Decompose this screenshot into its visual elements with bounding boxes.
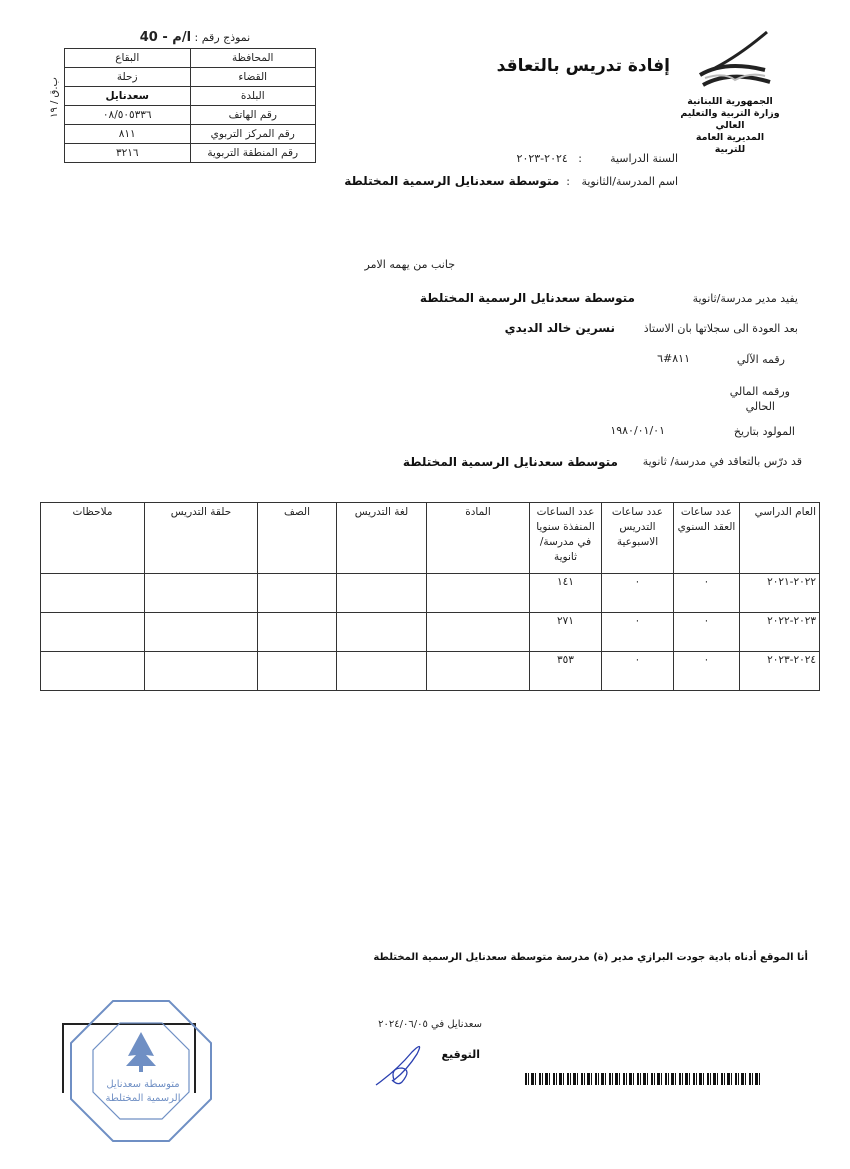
column-header: لغة التدريس <box>337 503 427 574</box>
cell-notes <box>41 652 145 691</box>
column-header: ملاحظات <box>41 503 145 574</box>
column-header: الصف <box>258 503 337 574</box>
table-row <box>41 652 820 691</box>
cell-cycle <box>145 574 258 613</box>
logo-line: المديرية العامة للتربية <box>695 132 765 155</box>
column-header: عدد ساعات التدريس الاسبوعية <box>602 503 674 574</box>
info-row <box>65 125 316 144</box>
info-value: البقاع <box>65 49 191 68</box>
birth-label: المولود بتاريخ <box>733 425 795 438</box>
school-value: : متوسطة سعدنايل الرسمية المختلطة <box>344 174 570 188</box>
info-label: رقم المركز التربوي <box>190 125 316 144</box>
school-value-text: متوسطة سعدنايل الرسمية المختلطة <box>344 174 560 188</box>
taught-label: قد درّس بالتعاقد في مدرسة/ ثانوية <box>642 455 802 468</box>
director-label: يفيد مدير مدرسة/ثانوية <box>692 292 798 305</box>
cell-language <box>337 574 427 613</box>
year-label: السنة الدراسية <box>610 152 678 165</box>
info-value: ٣٢١٦ <box>65 144 191 163</box>
side-note: ب.ق / ١٩ <box>48 77 60 118</box>
cell-year: ٢٠٢٣-٢٠٢٢ <box>740 613 820 652</box>
column-header: المادة <box>427 503 530 574</box>
barcode <box>525 1073 761 1085</box>
info-label: رقم المنطقة التربوية <box>190 144 316 163</box>
auto-number-label: رقمه الآلي <box>736 353 785 366</box>
school-stamp-icon <box>68 998 214 1144</box>
info-value: زحلة <box>65 68 191 87</box>
cell-cycle <box>145 652 258 691</box>
form-number-value: ا/م - 40 <box>139 30 192 45</box>
cell-notes <box>41 574 145 613</box>
ministry-logo-icon <box>695 30 775 92</box>
teaching-hours-table <box>40 502 820 691</box>
cell-annual-hours: ٢٧١ <box>530 613 602 652</box>
stamp-text <box>90 1078 196 1106</box>
column-header: عدد ساعات العقد السنوي <box>674 503 740 574</box>
cell-subject <box>427 613 530 652</box>
cell-language <box>337 652 427 691</box>
cell-class <box>258 652 337 691</box>
financial-number-label: ورقمه المالي <box>729 385 790 398</box>
stamp-line: متوسطة سعدنايل <box>106 1079 180 1090</box>
cell-notes <box>41 613 145 652</box>
cell-year: ٢٠٢٤-٢٠٢٣ <box>740 652 820 691</box>
signature-label: التوقيع <box>441 1048 480 1061</box>
cell-weekly-hours: ٠ <box>602 652 674 691</box>
cell-contract-hours: ٠ <box>674 613 740 652</box>
cell-weekly-hours: ٠ <box>602 574 674 613</box>
table-header-row <box>41 503 820 574</box>
financial-number-label-2: الحالي <box>745 400 775 413</box>
ministry-name <box>680 96 780 156</box>
declaration-statement: أنا الموقع أدناه بادية جودت البرازي مدير (ة) مدرسة متوسطة سعدنايل الرسمية المختلطة <box>373 952 808 963</box>
place-date: سعدنايل في ٢٠٢٤/٠٦/٠٥ <box>378 1019 482 1030</box>
cell-annual-hours: ٣٥٣ <box>530 652 602 691</box>
info-table <box>64 48 316 163</box>
logo-line: الجمهورية اللبنانية <box>687 96 773 107</box>
cell-subject <box>427 652 530 691</box>
year-value: : ٢٠٢٤-٢٠٢٣ <box>516 152 582 165</box>
cell-subject <box>427 574 530 613</box>
info-row <box>65 68 316 87</box>
form-number <box>95 30 295 45</box>
cell-cycle <box>145 613 258 652</box>
cell-language <box>337 613 427 652</box>
cell-contract-hours: ٠ <box>674 652 740 691</box>
salutation: جانب من يهمه الامر <box>364 258 455 271</box>
cell-contract-hours: ٠ <box>674 574 740 613</box>
info-value: سعدنايل <box>65 87 191 106</box>
birth-value: ١٩٨٠/٠١/٠١ <box>610 424 665 437</box>
teacher-label: بعد العودة الى سجلاتها بان الاستاذ <box>643 322 798 335</box>
table-row <box>41 613 820 652</box>
form-number-label: نموذج رقم : <box>194 31 251 44</box>
auto-number-value: ٨١١#٦ <box>657 352 690 365</box>
info-row <box>65 106 316 125</box>
logo-line: وزارة التربية والتعليم العالي <box>680 108 780 131</box>
page-title: إفادة تدريس بالتعاقد <box>496 56 670 76</box>
signature-icon <box>372 1040 432 1090</box>
info-row <box>65 49 316 68</box>
info-label: البلدة <box>190 87 316 106</box>
info-row <box>65 144 316 163</box>
stamp-line: الرسمية المختلطة <box>105 1093 181 1104</box>
taught-school: متوسطة سعدنايل الرسمية المختلطة <box>402 455 618 469</box>
cell-class <box>258 574 337 613</box>
school-label: اسم المدرسة/الثانوية <box>581 175 678 188</box>
info-label: القضاء <box>190 68 316 87</box>
teacher-name: نسرين خالد الديدي <box>504 321 615 335</box>
cell-annual-hours: ١٤١ <box>530 574 602 613</box>
cell-weekly-hours: ٠ <box>602 613 674 652</box>
info-value: ٨١١ <box>65 125 191 144</box>
info-value: ٠٨/٥٠٥٣٣٦ <box>65 106 191 125</box>
column-header: العام الدراسي <box>740 503 820 574</box>
cell-class <box>258 613 337 652</box>
year-value-text: ٢٠٢٤-٢٠٢٣ <box>516 152 568 165</box>
info-label: المحافظة <box>190 49 316 68</box>
table-row <box>41 574 820 613</box>
director-school: متوسطة سعدنايل الرسمية المختلطة <box>419 291 635 305</box>
info-row <box>65 87 316 106</box>
info-label: رقم الهاتف <box>190 106 316 125</box>
column-header: عدد الساعات المنفذة سنويا في مدرسة/ثانوية <box>530 503 602 574</box>
column-header: حلقة التدريس <box>145 503 258 574</box>
cell-year: ٢٠٢٢-٢٠٢١ <box>740 574 820 613</box>
